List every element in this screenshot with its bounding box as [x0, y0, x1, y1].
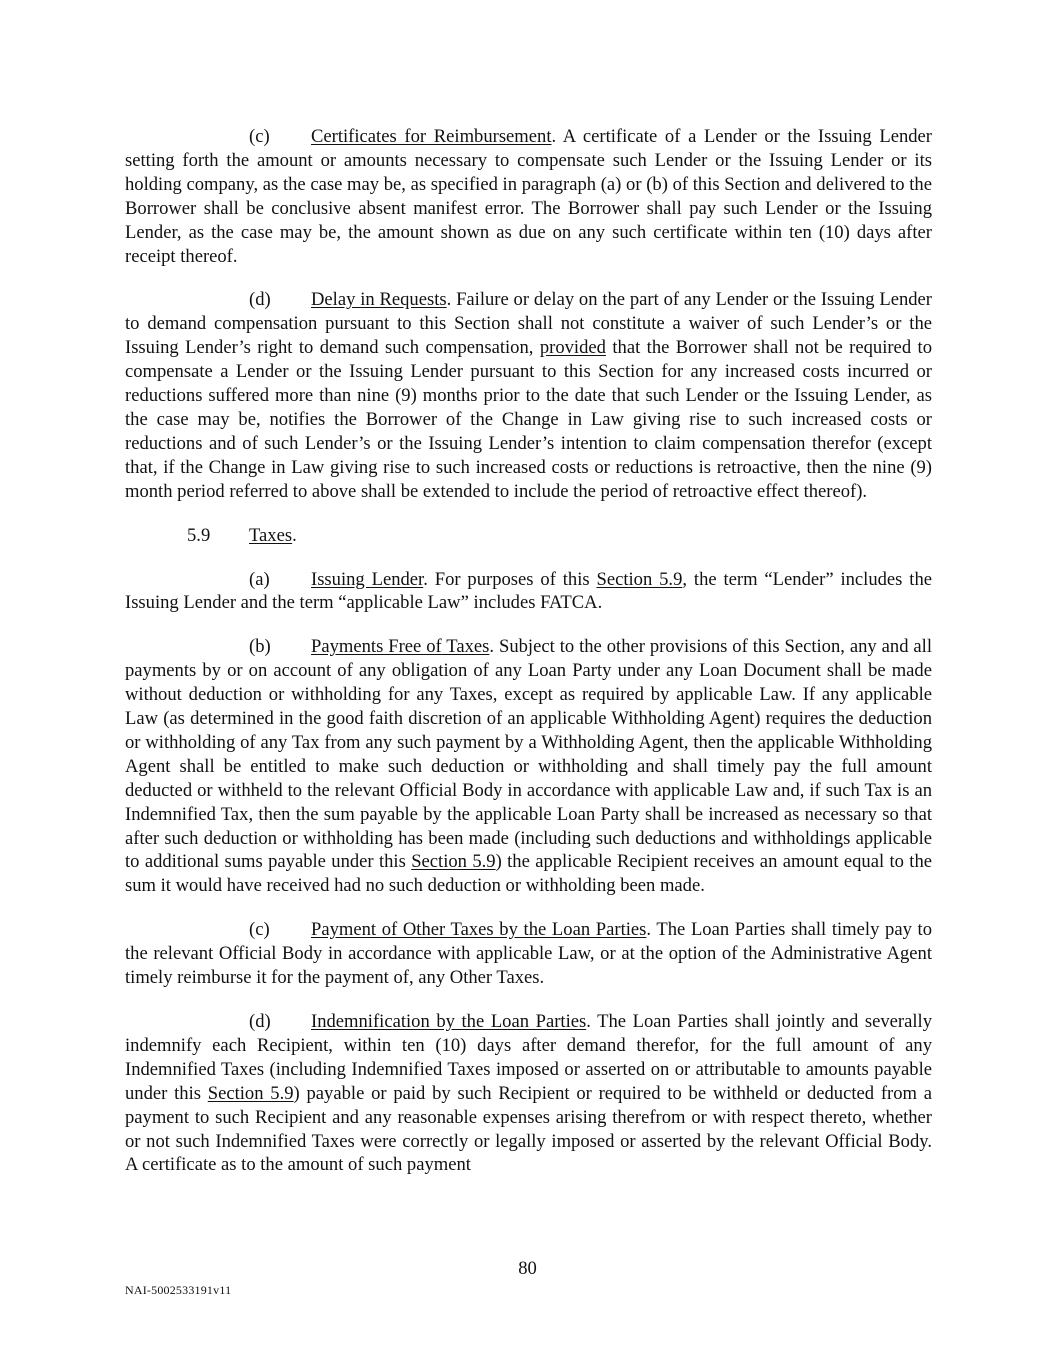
- paragraph-issuing-lender: [125, 568, 932, 616]
- paragraph-text: . For purposes of this: [423, 568, 597, 590]
- paragraph-certificates-for-reimbursement: [125, 125, 932, 268]
- section-heading-taxes: [125, 524, 932, 548]
- section-number: 5.9: [187, 524, 211, 546]
- paragraph-number: (d): [249, 1011, 271, 1032]
- paragraph-heading: Indemnification by the Loan Parties: [311, 1011, 587, 1032]
- document-body: [125, 125, 932, 1197]
- paragraph-heading: Issuing Lender: [311, 568, 424, 590]
- paragraph-number: (d): [249, 289, 271, 311]
- paragraph-indemnification: [125, 1010, 932, 1177]
- provided-term: provided: [539, 337, 606, 359]
- paragraph-number: (b): [249, 636, 271, 658]
- paragraph-payments-free-of-taxes: [125, 635, 932, 898]
- paragraph-payment-of-other-taxes: [125, 918, 932, 990]
- document-id: NAI-5002533191v11: [125, 1283, 232, 1297]
- paragraph-heading: Payments Free of Taxes: [311, 636, 490, 658]
- section-title-period: .: [292, 524, 297, 546]
- paragraph-text: ) the applicable Recipient receives an amount equal to the sum it would have received had no such deduction or withholding been made.: [125, 851, 932, 897]
- paragraph-text: . Subject to the other provisions of this Section, any and all payments by or on account of any obligation of any Loan Party under any Loan Document shall be made without deduction or withholding for any Taxes, except as required by applicable Law. If any applicable Law (as determined in the good faith discretion of an applicable Withholding Agent) requires the deduction or withholding of any Tax from any such payment by a Withholding Agent, then the applicable Withholding Agent shall be entitled to make such deduction or withholding and shall timely pay the full amount deducted or withheld to the relevant Official Body in accordance with applicable Law and, if such Tax is an Indemnified Tax, then the sum payable by the applicable Loan Party shall be increased as necessary so that after such deduction or withholding has been made (including such deductions and withholdings applicable to additional sums payable under this: [125, 636, 933, 873]
- paragraph-number: (c): [249, 919, 270, 941]
- section-reference: Section 5.9: [411, 851, 496, 873]
- paragraph-text: that the Borrower shall not be required to compensate a Lender or the Issuing Lender pursuant to this Section for any increased costs incurred or reductions suffered more than nine (9) months prior to the date that such Lender or the Issuing Lender, as the case may be, notifies the Borrower of the Change in Law giving rise to such increased costs or reductions and of such Lender’s or the Issuing Lender’s intention to claim compensation therefor (except that, if the Change in Law giving rise to such increased costs or reductions is retroactive, then the nine (9) month period referred to above shall be extended to include the period of retroactive effect thereof).: [125, 337, 932, 502]
- paragraph-text: . A certificate of a Lender or the Issuing Lender setting forth the amount or amounts necessary to compensate such Lender or the Issuing Lender or its holding company, as the case may be, as specified in paragraph (a) or (b) of this Section and delivered to the Borrower shall be conclusive absent manifest error. The Borrower shall pay such Lender or the Issuing Lender, as the case may be, the amount shown as due on any such certificate within ten (10) days after receipt thereof.: [125, 126, 932, 267]
- page-number: 80: [518, 1258, 537, 1279]
- paragraph-number: (a): [249, 568, 270, 590]
- paragraph-text: ) payable or paid by such Recipient or required to be withheld or deducted from a payment to such Recipient and any reasonable expenses arising therefrom or with respect thereto, whether or not such Indemnified Taxes were correctly or legally imposed or asserted by the relevant Official Body. A certificate as to the amount of such payment: [125, 1082, 933, 1176]
- section-reference: Section 5.9: [596, 568, 683, 590]
- paragraph-heading: Payment of Other Taxes by the Loan Parties: [311, 919, 647, 941]
- paragraph-heading: Certificates for Reimbursement: [311, 126, 552, 147]
- paragraph-text: . The Loan Parties shall timely pay to the relevant Official Body in accordance with applicable Law, or at the option of the Administrative Agent timely reimburse it for the payment of, any Other Taxes.: [125, 919, 932, 989]
- section-reference: Section 5.9: [207, 1082, 294, 1104]
- paragraph-text: , the term “Lender” includes the Issuing Lender and the term “applicable Law” includes FATCA.: [125, 568, 932, 614]
- paragraph-heading: Delay in Requests: [311, 289, 447, 311]
- paragraph-text: . The Loan Parties shall jointly and severally indemnify each Recipient, within ten (10) days after demand therefor, for the full amount of any Indemnified Taxes (including Indemnified Taxes imposed or asserted on or attributable to amounts payable under this: [125, 1011, 933, 1104]
- paragraph-number: (c): [249, 126, 270, 147]
- section-title: Taxes: [249, 524, 293, 546]
- paragraph-text: . Failure or delay on the part of any Lender or the Issuing Lender to demand compensation pursuant to this Section shall not constitute a waiver of such Lender’s or the Issuing Lender’s right to demand such compensation,: [125, 289, 932, 359]
- paragraph-delay-in-requests: [125, 288, 932, 503]
